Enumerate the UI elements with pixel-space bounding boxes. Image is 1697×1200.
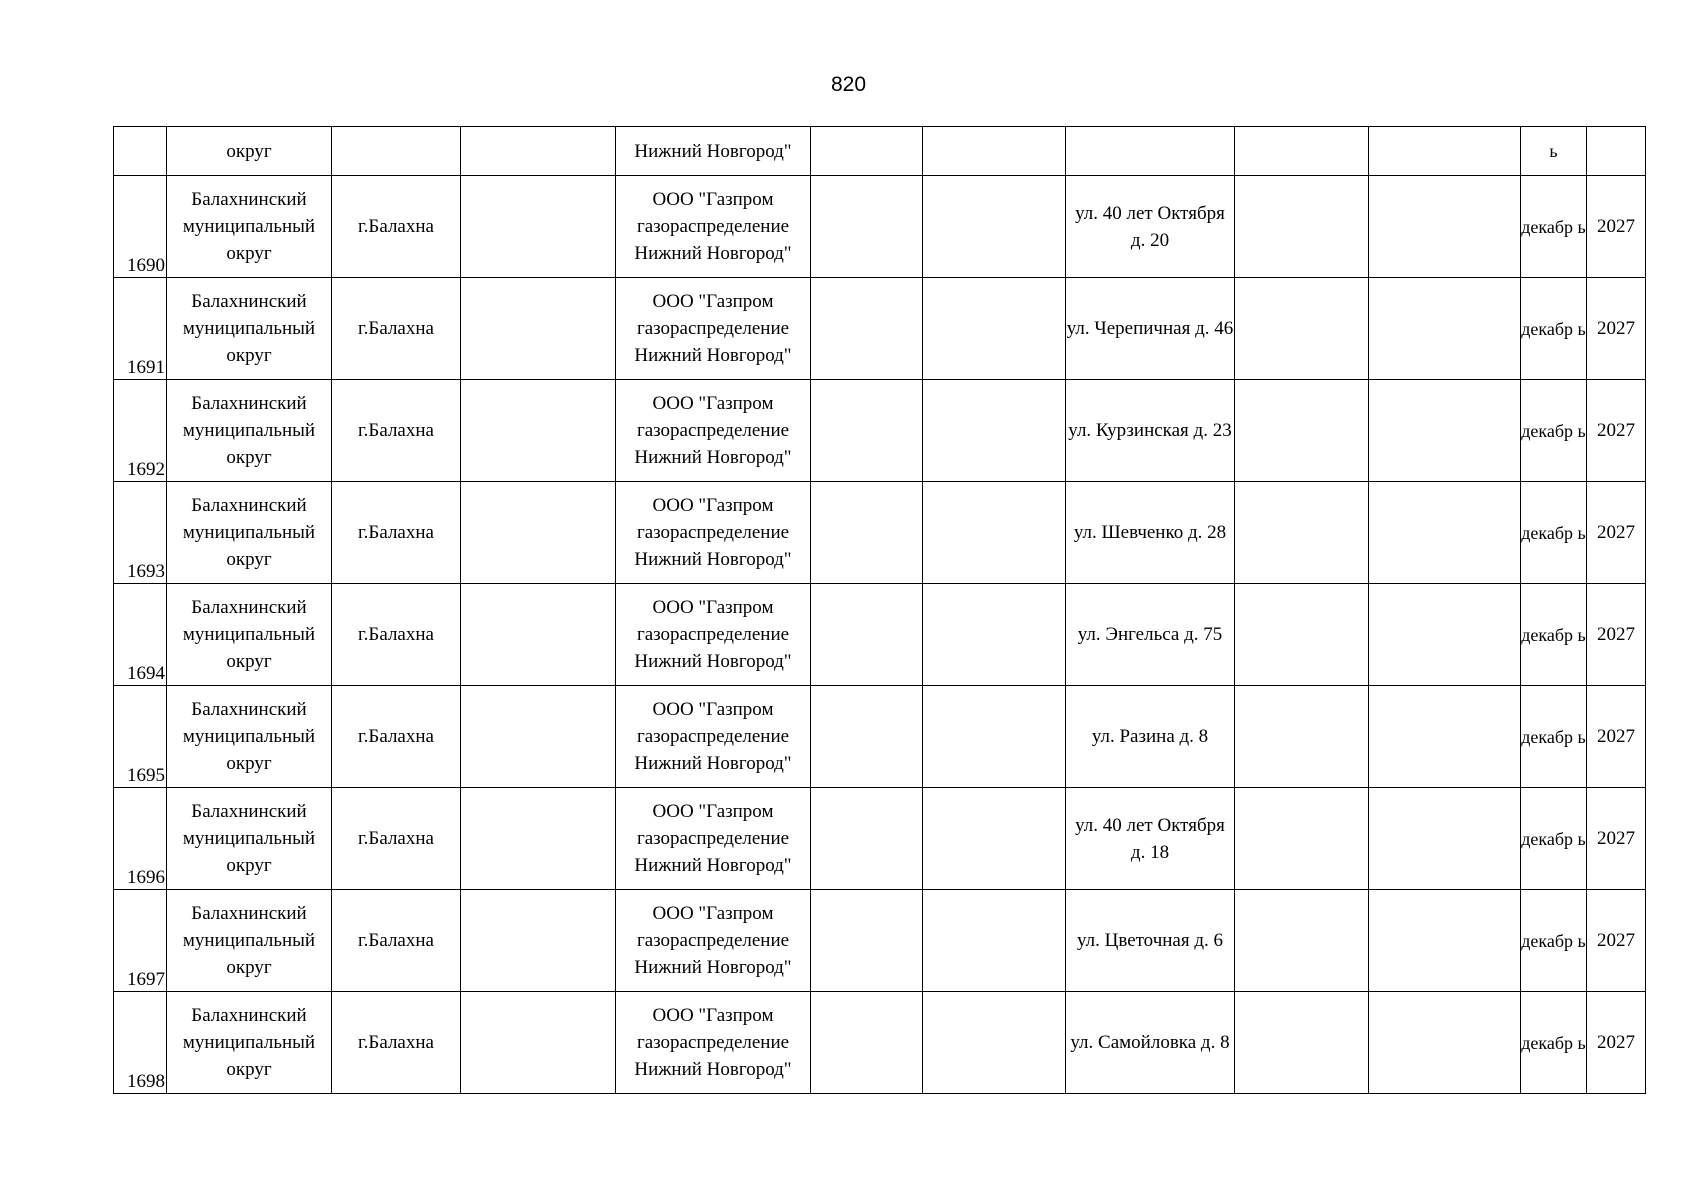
cell-city xyxy=(332,278,461,380)
district-text: Балахнинский муниципальный округ xyxy=(182,903,316,978)
registry-body xyxy=(114,127,1646,1094)
row-number: 1692 xyxy=(127,459,165,480)
address-text: ул. Самойловка д. 8 xyxy=(1070,1032,1230,1053)
org-text: Нижний Новгород" xyxy=(634,140,792,162)
cell-empty xyxy=(923,482,1066,584)
cell-district xyxy=(167,127,332,176)
cell-empty xyxy=(461,890,616,992)
cell-num xyxy=(114,584,167,686)
cell-org xyxy=(616,176,811,278)
table-row xyxy=(114,890,1646,992)
cell-empty xyxy=(1369,127,1521,176)
cell-month xyxy=(1521,992,1587,1094)
cell-empty xyxy=(1235,176,1369,278)
cell-empty xyxy=(461,278,616,380)
cell-empty xyxy=(461,584,616,686)
year-text: 2027 xyxy=(1597,216,1635,237)
cell-org xyxy=(616,127,811,176)
cell-address xyxy=(1066,890,1235,992)
cell-city xyxy=(332,584,461,686)
cell-org xyxy=(616,380,811,482)
cell-district xyxy=(167,788,332,890)
cell-org xyxy=(616,278,811,380)
city-text: г.Балахна xyxy=(358,624,434,645)
address-text: ул. Черепичная д. 46 xyxy=(1066,318,1234,339)
city-text: г.Балахна xyxy=(358,522,434,543)
cell-city xyxy=(332,176,461,278)
row-number: 1693 xyxy=(127,561,165,582)
cell-month xyxy=(1521,278,1587,380)
city-text: г.Балахна xyxy=(358,1032,434,1053)
year-text: 2027 xyxy=(1597,828,1635,849)
registry-table xyxy=(113,126,1646,1094)
cell-empty xyxy=(811,482,923,584)
cell-empty xyxy=(1369,992,1521,1094)
year-text: 2027 xyxy=(1597,930,1635,951)
cell-year xyxy=(1587,380,1646,482)
cell-empty xyxy=(923,890,1066,992)
cell-month xyxy=(1521,584,1587,686)
month-text: декабр ь xyxy=(1521,930,1586,951)
org-text: ООО "Газпром газораспределение Нижний Новгород" xyxy=(634,291,792,366)
cell-month xyxy=(1521,380,1587,482)
cell-city xyxy=(332,788,461,890)
cell-empty xyxy=(923,278,1066,380)
org-text: ООО "Газпром газораспределение Нижний Новгород" xyxy=(634,495,792,570)
table-row xyxy=(114,278,1646,380)
table-row xyxy=(114,992,1646,1094)
cell-org xyxy=(616,788,811,890)
cell-empty xyxy=(461,380,616,482)
district-text: Балахнинский муниципальный округ xyxy=(182,189,316,264)
cell-org xyxy=(616,890,811,992)
city-text: г.Балахна xyxy=(358,216,434,237)
cell-empty xyxy=(811,584,923,686)
cell-empty xyxy=(811,278,923,380)
cell-empty xyxy=(1235,686,1369,788)
cell-district xyxy=(167,584,332,686)
district-text: Балахнинский муниципальный округ xyxy=(182,393,316,468)
cell-empty xyxy=(923,380,1066,482)
month-text: ь xyxy=(1549,141,1558,161)
cell-empty xyxy=(923,584,1066,686)
city-text: г.Балахна xyxy=(358,726,434,747)
cell-empty xyxy=(461,788,616,890)
cell-month xyxy=(1521,127,1587,176)
cell-num xyxy=(114,992,167,1094)
cell-empty xyxy=(1369,176,1521,278)
cell-address xyxy=(1066,686,1235,788)
address-text: ул. 40 лет Октября д. 18 xyxy=(1075,814,1225,863)
cell-city xyxy=(332,380,461,482)
cell-address xyxy=(1066,278,1235,380)
address-text: ул. 40 лет Октября д. 20 xyxy=(1075,202,1225,251)
cell-city xyxy=(332,890,461,992)
cell-empty xyxy=(461,686,616,788)
cell-num xyxy=(114,482,167,584)
row-number: 1695 xyxy=(127,765,165,786)
year-text: 2027 xyxy=(1597,726,1635,747)
cell-year xyxy=(1587,482,1646,584)
org-text: ООО "Газпром газораспределение Нижний Новгород" xyxy=(634,903,792,978)
cell-org xyxy=(616,686,811,788)
city-text: г.Балахна xyxy=(358,930,434,951)
cell-empty xyxy=(1369,890,1521,992)
month-text: декабр ь xyxy=(1521,726,1586,747)
address-text: ул. Разина д. 8 xyxy=(1091,726,1209,747)
cell-empty xyxy=(1369,278,1521,380)
table-row xyxy=(114,482,1646,584)
cell-month xyxy=(1521,176,1587,278)
cell-empty xyxy=(1369,380,1521,482)
city-text: г.Балахна xyxy=(358,420,434,441)
table-row xyxy=(114,686,1646,788)
cell-district xyxy=(167,992,332,1094)
table-row xyxy=(114,584,1646,686)
district-text: Балахнинский муниципальный округ xyxy=(182,801,316,876)
cell-empty xyxy=(1235,278,1369,380)
cell-address xyxy=(1066,380,1235,482)
cell-num xyxy=(114,686,167,788)
org-text: ООО "Газпром газораспределение Нижний Новгород" xyxy=(634,699,792,774)
month-text: декабр ь xyxy=(1521,624,1586,645)
cell-empty xyxy=(811,176,923,278)
cell-year xyxy=(1587,176,1646,278)
cell-address xyxy=(1066,788,1235,890)
city-text: г.Балахна xyxy=(358,318,434,339)
district-text: Балахнинский муниципальный округ xyxy=(182,291,316,366)
cell-empty xyxy=(1235,788,1369,890)
cell-city xyxy=(332,992,461,1094)
page-number: 820 xyxy=(830,73,867,96)
address-text: ул. Цветочная д. 6 xyxy=(1076,930,1224,951)
row-number: 1690 xyxy=(127,255,165,276)
cell-empty xyxy=(923,127,1066,176)
cell-address xyxy=(1066,584,1235,686)
cell-district xyxy=(167,278,332,380)
cell-empty xyxy=(461,127,616,176)
cell-num xyxy=(114,380,167,482)
cell-empty xyxy=(811,380,923,482)
cell-month xyxy=(1521,686,1587,788)
row-number: 1694 xyxy=(127,663,165,684)
month-text: декабр ь xyxy=(1521,828,1586,849)
cell-district xyxy=(167,380,332,482)
cell-empty xyxy=(1369,482,1521,584)
month-text: декабр ь xyxy=(1521,420,1586,441)
year-text: 2027 xyxy=(1597,624,1635,645)
table-row xyxy=(114,380,1646,482)
cell-address xyxy=(1066,482,1235,584)
cell-year xyxy=(1587,127,1646,176)
table-row xyxy=(114,788,1646,890)
cell-empty xyxy=(1369,584,1521,686)
cell-num xyxy=(114,176,167,278)
year-text: 2027 xyxy=(1597,420,1635,441)
month-text: декабр ь xyxy=(1521,216,1586,237)
district-text: Балахнинский муниципальный округ xyxy=(182,1005,316,1080)
cell-empty xyxy=(811,788,923,890)
cell-num xyxy=(114,890,167,992)
table-row xyxy=(114,176,1646,278)
cell-empty xyxy=(811,127,923,176)
year-text: 2027 xyxy=(1597,522,1635,543)
org-text: ООО "Газпром газораспределение Нижний Новгород" xyxy=(634,1005,792,1080)
cell-empty xyxy=(1369,788,1521,890)
cell-address xyxy=(1066,127,1235,176)
cell-empty xyxy=(1235,482,1369,584)
cell-empty xyxy=(923,176,1066,278)
cell-district xyxy=(167,890,332,992)
cell-empty xyxy=(1235,890,1369,992)
year-text: 2027 xyxy=(1597,318,1635,339)
month-text: декабр ь xyxy=(1521,522,1586,543)
district-text: Балахнинский муниципальный округ xyxy=(182,495,316,570)
row-number: 1697 xyxy=(127,969,165,990)
address-text: ул. Энгельса д. 75 xyxy=(1077,624,1223,645)
cell-num xyxy=(114,278,167,380)
cell-empty xyxy=(1369,686,1521,788)
address-text: ул. Курзинская д. 23 xyxy=(1068,420,1232,441)
cell-address xyxy=(1066,992,1235,1094)
cell-year xyxy=(1587,788,1646,890)
district-text: Балахнинский муниципальный округ xyxy=(182,597,316,672)
month-text: декабр ь xyxy=(1521,318,1586,339)
org-text: ООО "Газпром газораспределение Нижний Новгород" xyxy=(634,393,792,468)
cell-num xyxy=(114,127,167,176)
cell-empty xyxy=(923,992,1066,1094)
cell-city xyxy=(332,127,461,176)
cell-empty xyxy=(461,992,616,1094)
cell-empty xyxy=(1235,584,1369,686)
cell-month xyxy=(1521,890,1587,992)
cell-empty xyxy=(923,686,1066,788)
cell-empty xyxy=(1235,992,1369,1094)
cell-empty xyxy=(811,992,923,1094)
month-text: декабр ь xyxy=(1521,1032,1586,1053)
cell-org xyxy=(616,992,811,1094)
cell-org xyxy=(616,482,811,584)
cell-city xyxy=(332,686,461,788)
cell-year xyxy=(1587,992,1646,1094)
cell-year xyxy=(1587,278,1646,380)
cell-district xyxy=(167,176,332,278)
row-number: 1691 xyxy=(127,357,165,378)
row-number: 1698 xyxy=(127,1071,165,1092)
address-text: ул. Шевченко д. 28 xyxy=(1073,522,1227,543)
continued-row xyxy=(114,127,1646,176)
cell-month xyxy=(1521,482,1587,584)
cell-org xyxy=(616,584,811,686)
org-text: ООО "Газпром газораспределение Нижний Новгород" xyxy=(634,801,792,876)
district-text: Балахнинский муниципальный округ xyxy=(182,699,316,774)
org-text: ООО "Газпром газораспределение Нижний Новгород" xyxy=(634,189,792,264)
cell-empty xyxy=(811,890,923,992)
cell-year xyxy=(1587,584,1646,686)
cell-empty xyxy=(461,482,616,584)
cell-year xyxy=(1587,890,1646,992)
cell-empty xyxy=(1235,380,1369,482)
row-number: 1696 xyxy=(127,867,165,888)
cell-district xyxy=(167,686,332,788)
city-text: г.Балахна xyxy=(358,828,434,849)
cell-empty xyxy=(923,788,1066,890)
cell-district xyxy=(167,482,332,584)
cell-num xyxy=(114,788,167,890)
cell-empty xyxy=(811,686,923,788)
cell-year xyxy=(1587,686,1646,788)
cell-address xyxy=(1066,176,1235,278)
year-text: 2027 xyxy=(1597,1032,1635,1053)
org-text: ООО "Газпром газораспределение Нижний Новгород" xyxy=(634,597,792,672)
district-text: округ xyxy=(226,140,272,162)
cell-city xyxy=(332,482,461,584)
cell-month xyxy=(1521,788,1587,890)
cell-empty xyxy=(461,176,616,278)
cell-empty xyxy=(1235,127,1369,176)
